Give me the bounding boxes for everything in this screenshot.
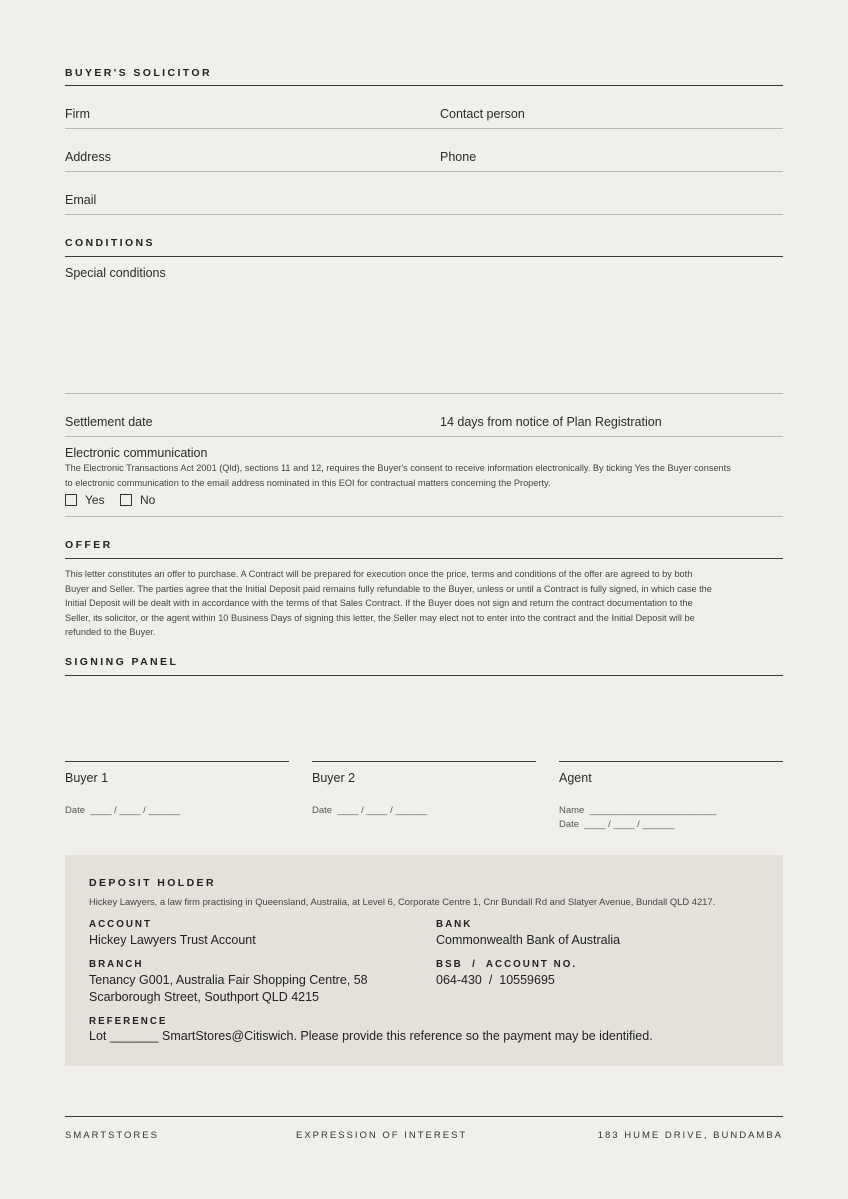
buyer1-label: Buyer 1 bbox=[65, 771, 109, 785]
special-conditions-field[interactable]: Special conditions bbox=[65, 266, 166, 280]
footer-brand: SMARTSTORES bbox=[65, 1130, 159, 1141]
footer-divider bbox=[65, 1116, 783, 1117]
field-divider bbox=[65, 128, 783, 129]
section-title-buyers-solicitor: BUYER'S SOLICITOR bbox=[65, 67, 212, 79]
agent-name-field[interactable]: Name ________________________ bbox=[559, 805, 717, 816]
address-field[interactable]: Address bbox=[65, 150, 111, 164]
branch-label: BRANCH bbox=[89, 959, 144, 970]
agent-signature-line[interactable] bbox=[559, 761, 783, 762]
branch-value: Tenancy G001, Australia Fair Shopping Centre, 58 Scarborough Street, Southport QLD 4215 bbox=[89, 973, 368, 1004]
section-divider bbox=[65, 558, 783, 559]
electronic-communication-text: The Electronic Transactions Act 2001 (Qld), sections 11 and 12, requires the Buyer's consent to receive information electronically. By ticking Yes the Buyer consents to electronic communication to the email address nominated in this EOI for contractual matters concerning the Property. bbox=[65, 463, 731, 488]
agent-date-field[interactable]: Date ____ / ____ / ______ bbox=[559, 819, 675, 830]
contact-person-field[interactable]: Contact person bbox=[440, 107, 525, 121]
section-title-offer: OFFER bbox=[65, 539, 113, 551]
offer-text: This letter constitutes an offer to purchase. A Contract will be prepared for execution once the price, terms and conditions of the offer are agreed to by both Buyer and Seller. The parties agree that the Initial Deposit paid remains fully refundable to the Buyer, unless or until a Contract is fully signed, in which case the Initial Deposit will be dealt with in accordance with the terms of that Sales Contract. If the Buyer does not sign and return the contract documentation to the Seller, its solicitor, or the agent within 10 Business Days of signing this letter, the Seller may elect not to enter into the contract and the Initial Deposit will be refunded to the Buyer. bbox=[65, 569, 712, 637]
section-title-signing-panel: SIGNING PANEL bbox=[65, 656, 179, 668]
firm-field[interactable]: Firm bbox=[65, 107, 90, 121]
deposit-holder-panel bbox=[65, 855, 783, 1066]
bank-value: Commonwealth Bank of Australia bbox=[436, 933, 621, 947]
section-divider bbox=[65, 675, 783, 676]
yes-checkbox[interactable] bbox=[65, 494, 77, 506]
buyer1-date-field[interactable]: Date ____ / ____ / ______ bbox=[65, 805, 181, 816]
buyer2-date-field[interactable]: Date ____ / ____ / ______ bbox=[312, 805, 428, 816]
field-divider bbox=[65, 436, 783, 437]
field-divider bbox=[65, 393, 783, 394]
email-field[interactable]: Email bbox=[65, 193, 97, 207]
footer-address: 183 HUME DRIVE, BUNDAMBA bbox=[597, 1130, 783, 1141]
deposit-holder-title: DEPOSIT HOLDER bbox=[89, 877, 216, 889]
field-divider bbox=[65, 171, 783, 172]
settlement-date-label: Settlement date bbox=[65, 415, 153, 429]
account-value: Hickey Lawyers Trust Account bbox=[89, 933, 256, 947]
buyer2-signature-line[interactable] bbox=[312, 761, 536, 762]
deposit-holder-intro: Hickey Lawyers, a law firm practising in Queensland, Australia, at Level 6, Corporate Centre 1, Cnr Bundall Rd and Slatyer Avenue, Bundall QLD 4217. bbox=[89, 896, 716, 907]
section-divider bbox=[65, 85, 783, 86]
account-label: ACCOUNT bbox=[89, 919, 152, 930]
settlement-date-value: 14 days from notice of Plan Registration bbox=[440, 415, 662, 429]
buyer2-label: Buyer 2 bbox=[312, 771, 356, 785]
bsb-account-label: BSB / ACCOUNT NO. bbox=[436, 959, 578, 970]
no-label: No bbox=[140, 493, 156, 507]
bank-label: BANK bbox=[436, 919, 473, 930]
electronic-communication-title: Electronic communication bbox=[65, 446, 208, 460]
buyer1-signature-line[interactable] bbox=[65, 761, 289, 762]
reference-label: REFERENCE bbox=[89, 1016, 168, 1027]
agent-label: Agent bbox=[559, 771, 592, 785]
section-title-conditions: CONDITIONS bbox=[65, 237, 155, 249]
field-divider bbox=[65, 214, 783, 215]
footer-document-title: EXPRESSION OF INTEREST bbox=[296, 1130, 468, 1141]
section-divider bbox=[65, 256, 783, 257]
field-divider bbox=[65, 516, 783, 517]
reference-value: Lot _______ SmartStores@Citiswich. Please provide this reference so the payment may be identified. bbox=[89, 1029, 653, 1043]
yes-label: Yes bbox=[85, 493, 105, 507]
bsb-account-value: 064-430 / 10559695 bbox=[436, 973, 555, 987]
phone-field[interactable]: Phone bbox=[440, 150, 477, 164]
no-checkbox[interactable] bbox=[120, 494, 132, 506]
